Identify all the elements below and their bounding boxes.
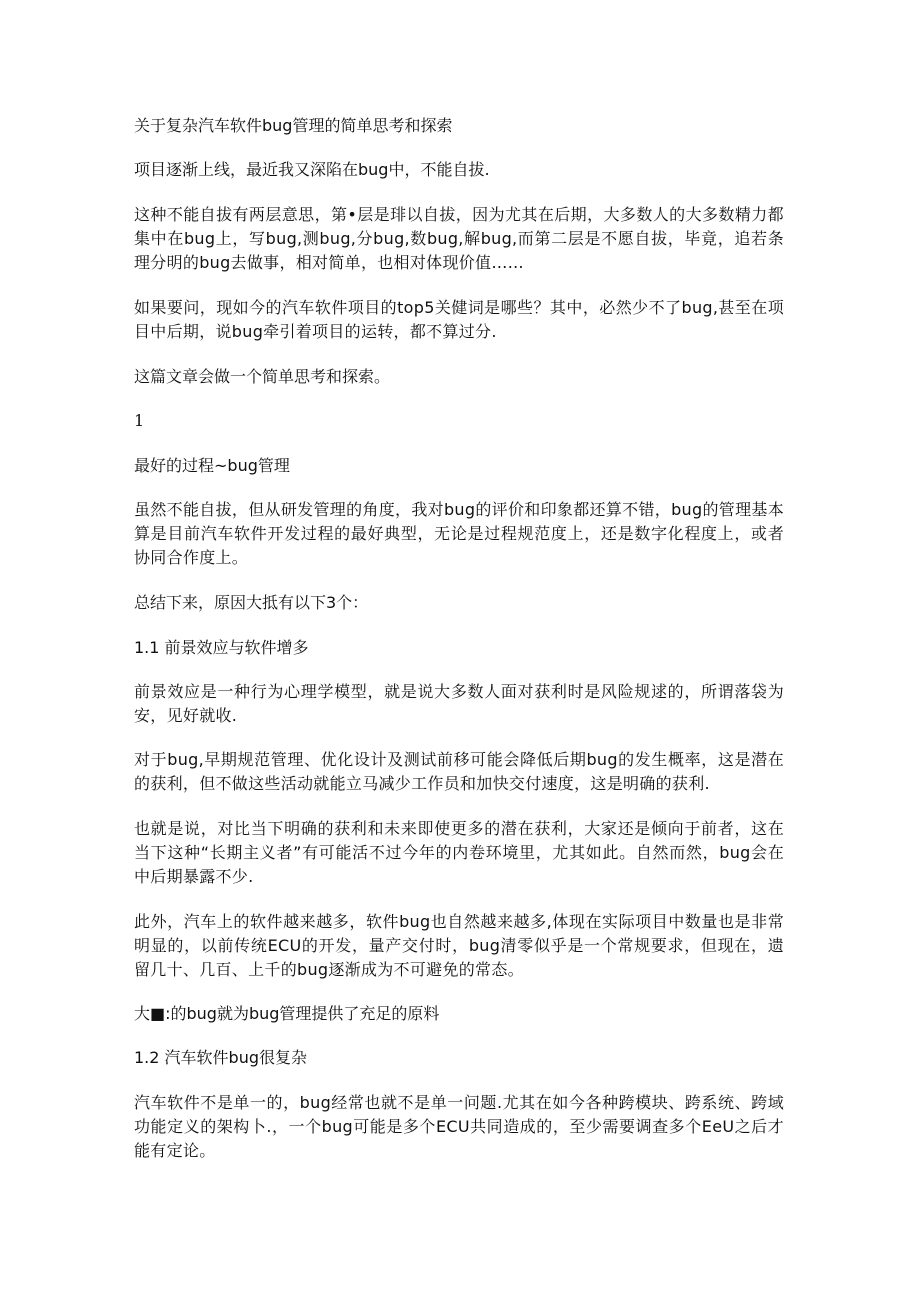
paragraph-complex-bugs: 汽车软件不是单一的，bug经常也就不是单一问题.尤其在如今各种跨模块、跨系统、跨域功能定义的架构卜.，一个bug可能是多个ECU共同造成的，至少需要调查多个EeU之后才能有定论。	[134, 1093, 784, 1160]
paragraph-article-purpose: 这篇文章会做一个简单思考和探索。	[134, 367, 391, 386]
section-number: 1	[134, 411, 145, 430]
paragraph-top5-keywords: 如果要问，现如今的汽车软件项目的top5关健词是哪些？其中，必然少不了bug,甚至在项目中后期，说bug牵引着项目的运转，都不算过分.	[134, 298, 784, 341]
subsection-heading-1-1: 1.1 前景效应与软件增多	[134, 638, 309, 657]
document-title: 关于复杂汽车软件bug管理的简单思考和探索	[134, 116, 453, 135]
subsection-heading-1-2: 1.2 汽车软件bug很复杂	[134, 1048, 307, 1067]
section-heading: 最好的过程~bug管理	[134, 456, 290, 475]
paragraph-immediate-gain: 也就是说，对比当下明确的获利和未来即使更多的潜在获利，大家还是倾向于前者，这在当下这种“长期主义者”有可能活不过今年的内卷环境里，尤其如此。自然而然，bug会在中后期暴露不少.	[134, 819, 784, 886]
paragraph-prospect-theory: 前景效应是一种行为心理学模型，就是说大多数人面对获利时是风险规逑的，所谓落袋为安，见好就收.	[134, 682, 784, 725]
paragraph-bug-management: 虽然不能自拔，但从研发管理的角度，我对bug的评价和印象都还算不错，bug的管理基本算是目前汽车软件开发过程的最好典型，无论是过程规范度上，还是数字化程度上，或者协同合作度上。	[134, 500, 784, 567]
paragraph-early-management: 对于bug,早期规范管理、优化设计及测试前移可能会降低后期bug的发生概率，这是潜在的获利，但不做这些活动就能立马减少工作员和加快交付速度，这是明确的获利.	[134, 750, 784, 793]
paragraph-raw-material: 大■:的bug就为bug管理提供了充足的原料	[134, 1004, 440, 1023]
paragraph-more-software: 此外，汽车上的软件越来越多，软件bug也自然越来越多,体现在实际项目中数量也是非常明显的，以前传统ECU的开发，量产交付时，bug清零似乎是一个常规要求，但现在，遗留几十、几百、上千的bug逐渐成为不可避免的常态。	[134, 912, 784, 979]
paragraph-summary: 总结下来，原因大抵有以下3个：	[134, 593, 369, 612]
paragraph-intro: 项目逐渐上线，最近我又深陷在bug中，不能自拔.	[134, 160, 490, 179]
paragraph-two-meanings: 这种不能自拔有两层意思，第•层是琲以自拔，因为尤其在后期，大多数人的大多数精力都集中在bug上，写bug,测bug,分bug,数bug,解bug,而第二层是不愿自拔，毕竟，追若条理分明的bug去做事，相对简单，也相对体现价值……	[134, 205, 784, 272]
